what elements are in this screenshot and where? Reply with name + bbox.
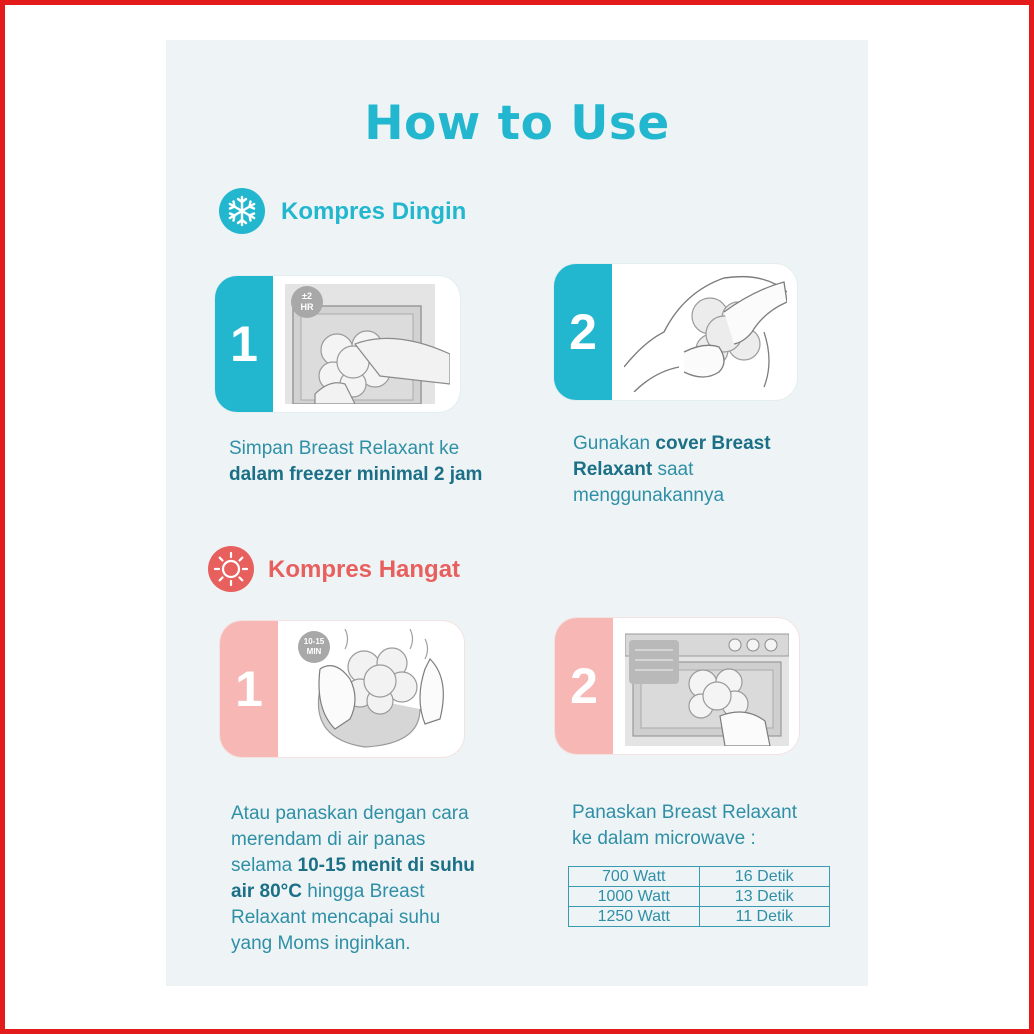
desc-text: Gunakan [573, 433, 656, 454]
desc-line: Simpan Breast Relaxant ke [229, 438, 460, 459]
snowflake-icon [219, 188, 265, 234]
section-label-cold: Kompres Dingin [281, 198, 467, 225]
step-description-cold-1 [229, 436, 482, 488]
duration-badge [291, 286, 323, 318]
badge-value: 10-15 [303, 637, 325, 646]
table-cell-time: 11 Detik [699, 907, 830, 927]
step-card-warm-2 [555, 618, 799, 754]
table-cell-watt: 1000 Watt [569, 887, 700, 907]
page-title: How to Use [364, 96, 670, 151]
step-card-warm-1 [220, 621, 464, 757]
desc-text: selama [231, 855, 298, 876]
desc-line: Relaxant mencapai suhu [231, 907, 441, 928]
table-row [569, 867, 830, 887]
table-cell-watt: 700 Watt [569, 867, 700, 887]
section-label-warm: Kompres Hangat [268, 556, 461, 583]
step-number: 2 [554, 264, 612, 400]
sun-icon [208, 546, 254, 592]
desc-line: merendam di air panas [231, 829, 426, 850]
microwave-illustration [625, 626, 789, 746]
badge-unit: HR [300, 302, 314, 312]
step-card-cold-1 [215, 276, 460, 412]
step-number: 1 [220, 621, 278, 757]
table-row [569, 907, 830, 927]
apply-illustration [624, 272, 787, 392]
step-description-cold-2 [573, 431, 771, 509]
desc-bold: cover Breast [655, 433, 771, 454]
desc-line: yang Moms inginkan. [231, 933, 411, 954]
desc-bold: dalam freezer minimal 2 jam [229, 464, 483, 485]
desc-bold: 10-15 menit di suhu [297, 855, 475, 876]
badge-unit: MIN [306, 647, 322, 656]
desc-text: hingga Breast [301, 881, 425, 902]
duration-badge [298, 631, 330, 663]
microwave-time-table [568, 866, 830, 927]
step-description-warm-2 [572, 800, 797, 852]
desc-line: Panaskan Breast Relaxant [572, 802, 797, 823]
table-cell-time: 16 Detik [699, 867, 830, 887]
step-description-warm-1 [231, 801, 475, 957]
step-number: 1 [215, 276, 273, 412]
step-card-cold-2 [554, 264, 797, 400]
desc-line: ke dalam microwave : [572, 828, 756, 849]
desc-text: saat [652, 459, 694, 480]
step-number: 2 [555, 618, 613, 754]
badge-value: ±2 [302, 291, 312, 301]
desc-line: menggunakannya [573, 485, 725, 506]
desc-line: Atau panaskan dengan cara [231, 803, 469, 824]
table-row [569, 887, 830, 907]
desc-bold: air 80°C [231, 881, 302, 902]
desc-bold: Relaxant [573, 459, 653, 480]
table-cell-watt: 1250 Watt [569, 907, 700, 927]
table-cell-time: 13 Detik [699, 887, 830, 907]
